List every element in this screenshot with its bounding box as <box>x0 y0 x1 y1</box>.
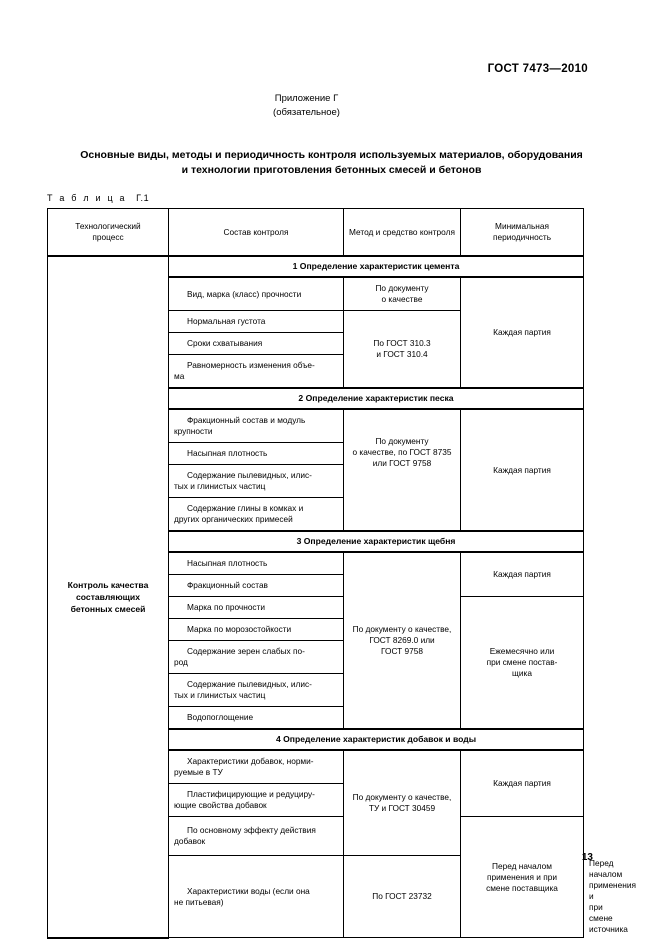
method-line1: По документу о качестве, <box>352 792 452 802</box>
annex-kind: (обязательное) <box>273 107 340 118</box>
row-item-line1: Характеристики воды (если она <box>187 885 310 896</box>
section-1-header-row <box>48 256 584 277</box>
frequency-line1: Ежемесячно или <box>489 646 555 656</box>
process-cell <box>48 256 169 938</box>
process-line1: Контроль качества <box>67 579 149 590</box>
frequency-line2: при смене постав- <box>486 657 558 667</box>
row-item-line2: добавок <box>174 836 206 846</box>
header-process-line2: процесс <box>92 232 124 242</box>
row-item-line1: Содержание зерен слабых по- <box>187 646 305 656</box>
row-method <box>344 750 461 856</box>
row-item: Водопоглощение <box>169 707 344 730</box>
row-item: Насыпная плотность <box>169 552 344 575</box>
row-item-line2: других органических примесей <box>174 514 293 524</box>
method-line3: или ГОСТ 9758 <box>372 458 432 468</box>
row-item <box>169 641 344 674</box>
table-header-row <box>48 209 584 257</box>
row-item <box>169 817 344 856</box>
table-caption-number: Г.1 <box>136 193 150 203</box>
frequency-line3: смене источника <box>589 913 628 934</box>
row-method: По ГОСТ 23732 <box>344 856 461 938</box>
row-item <box>169 355 344 389</box>
row-item <box>169 674 344 707</box>
row-frequency: Каждая партия <box>461 277 584 388</box>
row-item <box>169 784 344 817</box>
row-item-line1: Пластифицирующие и редуциру- <box>187 789 315 799</box>
row-method <box>344 409 461 531</box>
row-frequency <box>461 817 584 938</box>
section-1-title: 1 Определение характеристик цемента <box>169 256 584 277</box>
table-header-method: Метод и средство контроля <box>344 209 461 257</box>
row-method <box>344 552 461 729</box>
row-frequency: Каждая партия <box>461 750 584 817</box>
section-4-title: 4 Определение характеристик добавок и воды <box>169 729 584 750</box>
header-frequency-line2: периодичность <box>492 232 552 242</box>
frequency-line3: щика <box>512 668 532 678</box>
section-3-title: 3 Определение характеристик щебня <box>169 531 584 552</box>
row-item-line2: не питьевая) <box>174 896 224 907</box>
row-item: Вид, марка (класс) прочности <box>169 277 344 311</box>
row-item-line1: Равномерность изменения объе- <box>187 360 315 370</box>
row-item: Фракционный состав <box>169 575 344 597</box>
row-item-line2: крупности <box>174 426 213 436</box>
frequency-line3: смене поставщика <box>486 882 558 893</box>
row-method <box>344 277 461 311</box>
row-item-line1: По основному эффекту действия <box>187 825 316 835</box>
annex-block <box>0 92 613 120</box>
standard-number: ГОСТ 7473—2010 <box>487 63 588 75</box>
row-item <box>169 498 344 532</box>
section-2-title: 2 Определение характеристик песка <box>169 388 584 409</box>
method-line2: ТУ и ГОСТ 30459 <box>368 803 436 813</box>
page-number: 13 <box>581 852 593 863</box>
method-line2: и ГОСТ 310.4 <box>376 349 428 359</box>
table-header-process <box>48 209 169 257</box>
page-title-line2: и технологии приготовления бетонных смесей и бетонов <box>181 164 482 176</box>
table-caption <box>47 193 149 203</box>
frequency-line1: Перед началом <box>492 860 552 871</box>
frequency-line1: Перед началом <box>589 858 623 879</box>
method-line1: По документу <box>375 436 429 446</box>
page-title-line1: Основные виды, методы и периодичность контроля используемых материалов, оборудования <box>80 149 583 161</box>
row-item: Насыпная плотность <box>169 443 344 465</box>
method-line3: ГОСТ 9758 <box>380 646 424 656</box>
row-item: Марка по прочности <box>169 597 344 619</box>
row-item-line1: Содержание глины в комках и <box>187 503 304 513</box>
row-frequency: Каждая партия <box>461 409 584 531</box>
row-item-line1: Характеристики добавок, норми- <box>187 756 314 766</box>
frequency-line2: применения и при <box>487 871 557 882</box>
row-item-line2: ющие свойства добавок <box>174 800 267 810</box>
row-item-line1: Фракционный состав и модуль <box>187 415 306 425</box>
row-item-line2: тых и глинистых частиц <box>174 481 266 491</box>
row-item <box>169 409 344 443</box>
annex-label: Приложение Г <box>274 93 339 104</box>
row-item: Сроки схватывания <box>169 333 344 355</box>
method-line2: о качестве <box>381 294 423 304</box>
row-item-line1: Содержание пылевидных, илис- <box>187 470 312 480</box>
header-process-line1: Технологический <box>75 221 141 231</box>
row-item-line1: Содержание пылевидных, илис- <box>187 679 312 689</box>
row-frequency: Каждая партия <box>461 552 584 597</box>
method-line1: По ГОСТ 310.3 <box>373 338 431 348</box>
row-item: Марка по морозостойкости <box>169 619 344 641</box>
page-title <box>44 148 619 178</box>
row-item-line2: род <box>174 657 188 667</box>
table-caption-prefix: Т а б л и ц а <box>47 193 127 203</box>
table-header-composition: Состав контроля <box>169 209 344 257</box>
header-frequency-line1: Минимальная <box>495 221 549 231</box>
row-item-line2: ма <box>174 371 185 381</box>
process-line2: составляющих <box>76 591 140 602</box>
method-line2: ГОСТ 8269.0 или <box>369 635 435 645</box>
row-method <box>344 311 461 389</box>
row-item: Нормальная густота <box>169 311 344 333</box>
row-item <box>169 750 344 784</box>
row-item-line2: тых и глинистых частиц <box>174 690 266 700</box>
table-header-frequency <box>461 209 584 257</box>
row-item <box>169 465 344 498</box>
row-frequency <box>461 597 584 730</box>
method-line1: По документу <box>375 283 429 293</box>
method-line1: По документу о качестве, <box>352 624 452 634</box>
row-item-line2: руемые в ТУ <box>174 767 223 777</box>
row-item <box>169 856 344 938</box>
process-line3: бетонных смесей <box>70 603 146 614</box>
method-line2: о качестве, по ГОСТ 8735 <box>352 447 452 457</box>
frequency-line2: применения и при <box>589 880 636 912</box>
